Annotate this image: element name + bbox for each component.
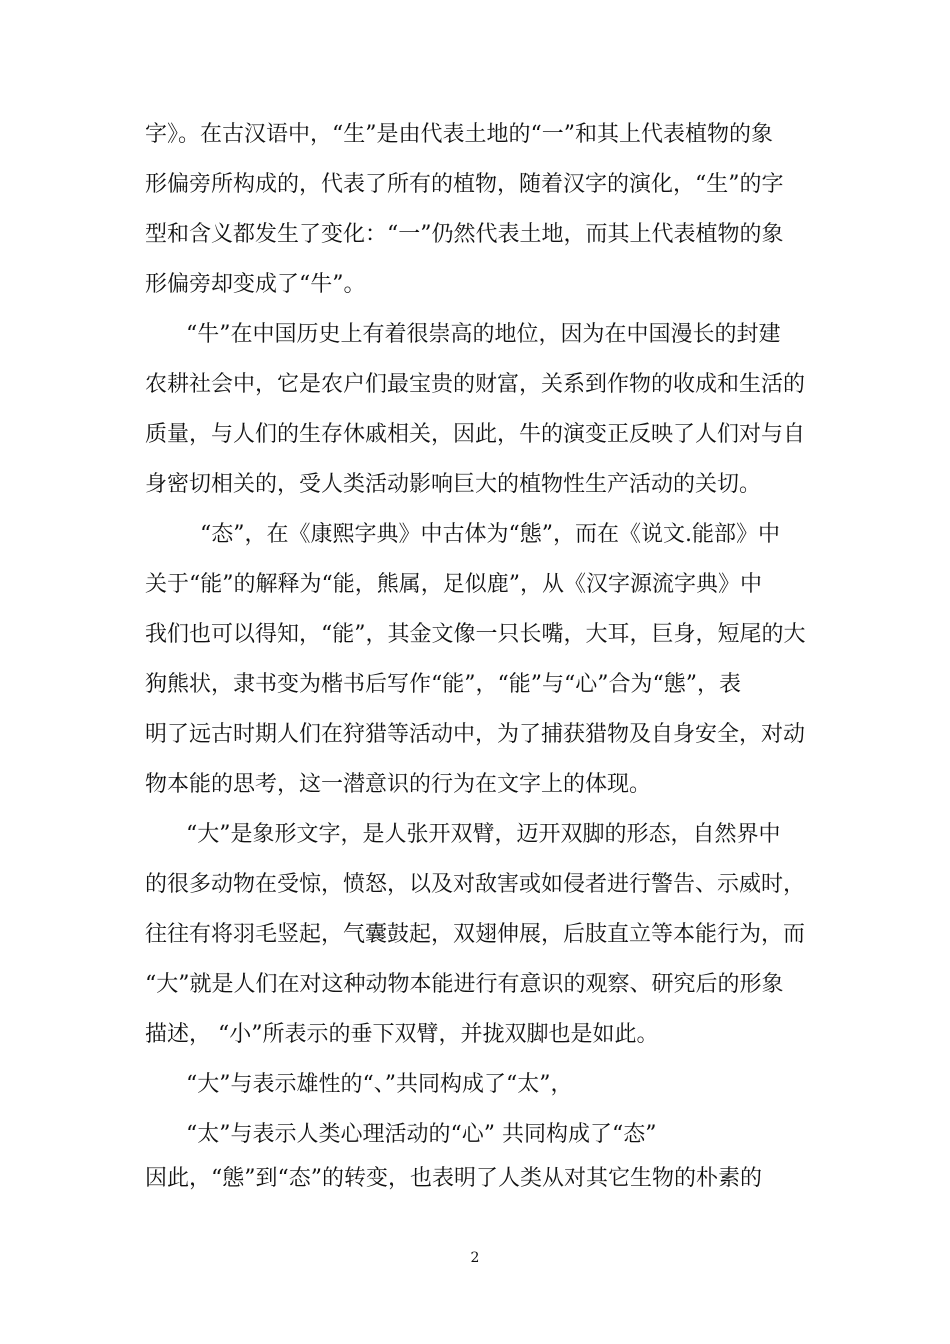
paragraph-first-line: “太”与表示人类心理活动的“心” 共同构成了“态” (186, 1122, 657, 1147)
text-line: 身密切相关的，受人类活动影响巨大的植物性生产活动的关切。 (145, 472, 762, 497)
text-line: “大”就是人们在对这种动物本能进行有意识的观察、研究后的形象 (145, 972, 784, 997)
paragraph-first-line: “牛”在中国历史上有着很崇高的地位，因为在中国漫长的封建 (186, 322, 781, 347)
paragraph-first-line: “态”，在《康熙字典》中古体为“態”，而在《说文.能部》中 (200, 522, 780, 547)
paragraph-first-line: “大”与表示雄性的“、”共同构成了“太”， (186, 1072, 573, 1097)
paragraph-first-line: “大”是象形文字，是人张开双臂，迈开双脚的形态，自然界中 (186, 822, 781, 847)
text-line: 物本能的思考，这一潜意识的行为在文字上的体现。 (145, 772, 652, 797)
text-line: 关于“能”的解释为“能，熊属，足似鹿”，从《汉字源流字典》中 (145, 572, 762, 597)
page-number: 2 (470, 1250, 480, 1266)
text-line: 农耕社会中，它是农户们最宝贵的财富，关系到作物的收成和生活的 (145, 372, 806, 397)
text-line: 明了远古时期人们在狩猎等活动中，为了捕获猎物及自身安全，对动 (145, 722, 806, 747)
text-line: 因此，“態”到“态”的转变，也表明了人类从对其它生物的朴素的 (145, 1166, 762, 1191)
text-line: 型和含义都发生了变化：“一”仍然代表土地，而其上代表植物的象 (145, 222, 784, 247)
text-line: 往往有将羽毛竖起，气囊鼓起，双翅伸展，后肢直立等本能行为，而 (145, 922, 806, 947)
text-line: 形偏旁所构成的，代表了所有的植物，随着汉字的演化，“生”的字 (145, 172, 784, 197)
text-line: 的很多动物在受惊，愤怒，以及对敌害或如侵者进行警告、示威时， (145, 872, 806, 897)
text-line: 描述， “小”所表示的垂下双臂，并拢双脚也是如此。 (145, 1022, 659, 1047)
text-line: 字》。在古汉语中，“生”是由代表土地的“一”和其上代表植物的象 (145, 122, 773, 147)
text-line: 狗熊状，隶书变为楷书后写作“能”，“能”与“心”合为“態”，表 (145, 672, 741, 697)
text-line: 形偏旁却变成了“牛”。 (145, 272, 366, 297)
text-line: 我们也可以得知，“能”，其金文像一只长嘴，大耳，巨身，短尾的大 (145, 622, 806, 647)
text-line: 质量，与人们的生存休戚相关，因此，牛的演变正反映了人们对与自 (145, 422, 806, 447)
